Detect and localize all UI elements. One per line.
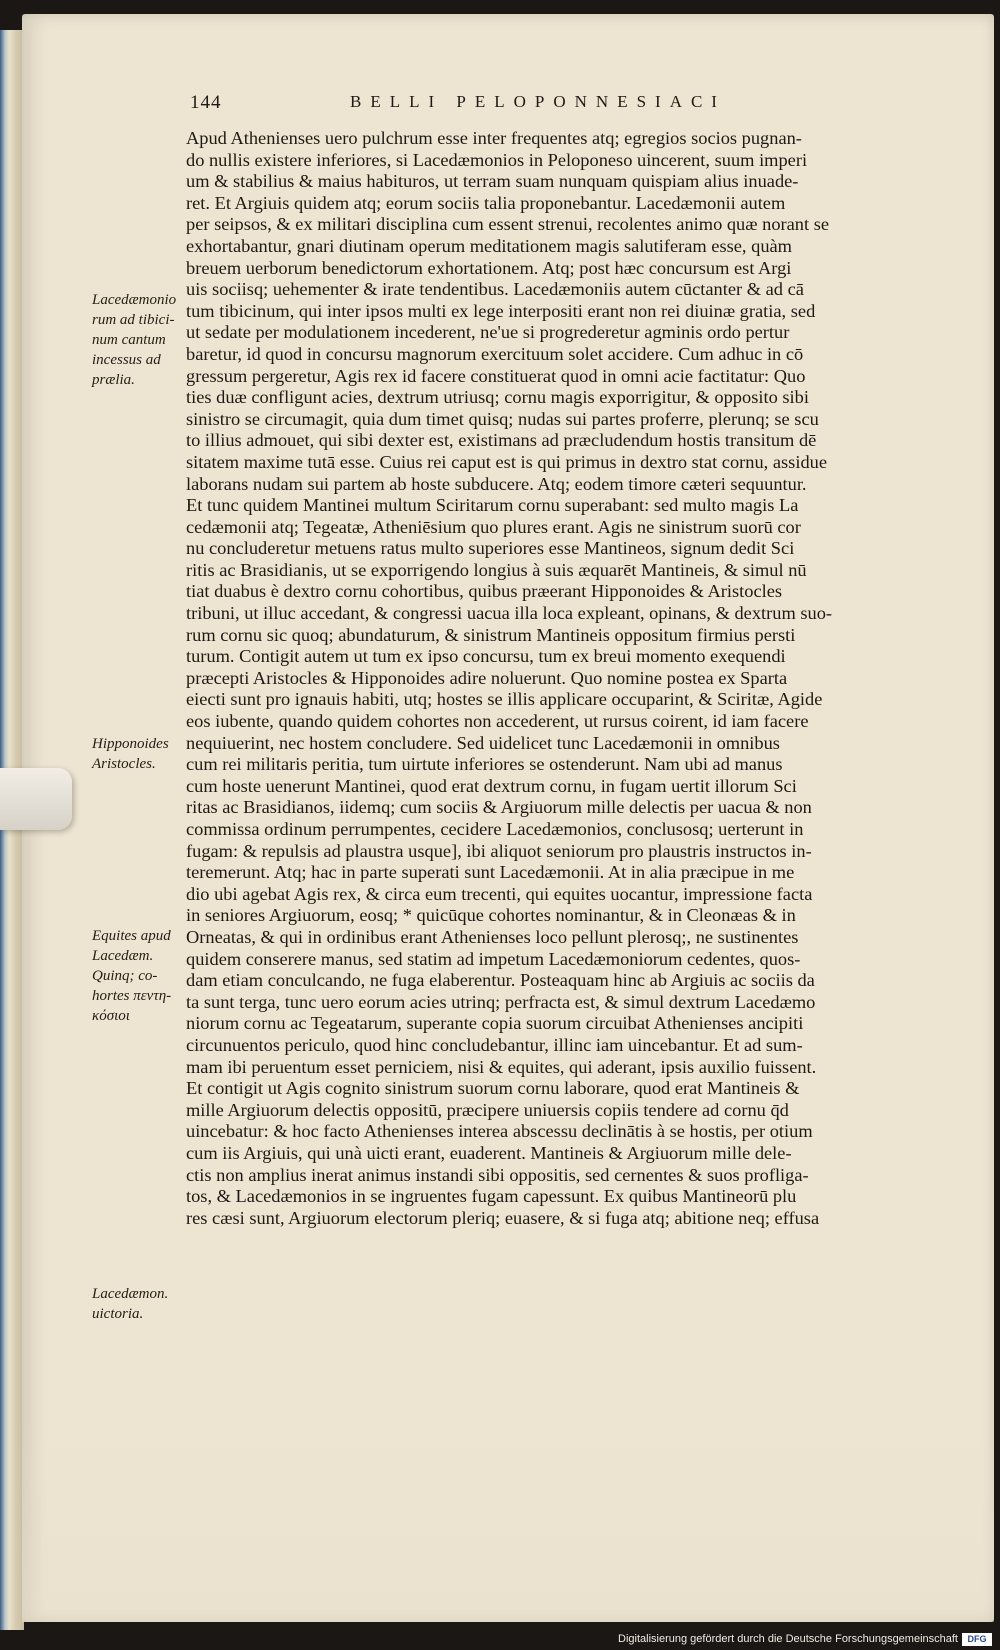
marginal-line: Equites apud	[92, 928, 171, 944]
marginal-line: incessus ad	[92, 352, 161, 368]
text-line: tiat duabus è dextro cornu cohortibus, quibus præerant Hipponoides & Aristocles	[186, 581, 783, 602]
text-line: dio ubi agebat Agis rex, & circa eum trecenti, qui equites uocantur, impressione facta	[186, 883, 813, 904]
text-line: Apud Athenienses uero pulchrum esse inter frequentes atq; egregios socios pugnan-	[186, 128, 802, 148]
text-line: eos iubente, quando quidem cohortes non accederent, ut rursus coirent, id iam facere	[186, 711, 809, 732]
marginal-line: Quinq; co-	[92, 968, 158, 984]
text-line: tribuni, ut illuc accedant, & congressi uacua illa loca expleant, opinans, & dextrum suo-	[186, 603, 833, 624]
marginal-line: hortes πεντη-	[92, 988, 172, 1004]
text-line: tum tibicinum, qui inter ipsos multi ex lege interpositi erant non rei diuinæ gratia, sed	[186, 300, 816, 321]
text-line: niorum cornu ac Tegeatarum, superante copia suorum circuibat Athenienses ancipiti	[186, 1013, 804, 1034]
marginal-note-hipponoides	[92, 734, 184, 774]
main-text-block	[186, 128, 966, 1229]
text-line: in seniores Argiuorum, eosq; * quicūque cohortes nominantur, & in Cleonæas & in	[186, 905, 796, 926]
text-line: turum. Contigit autem ut tum ex ipso concursu, tum ex breui momento exequendi	[186, 646, 786, 667]
text-line: tos, & Lacedæmonios in se ingruentes fugam capessunt. Ex quibus Mantineorū plu	[186, 1186, 797, 1207]
text-line: cedæmonii atq; Tegeatæ, Atheniēsium quo plures erant. Agis ne sinistrum suorū cor	[186, 516, 801, 537]
text-line: um & stabilius & maius habituros, ut terram suam nunquam quispiam alius inuade-	[186, 171, 799, 192]
text-line: ties duæ confligunt acies, dextrum utriusq; cornu magis exporrigitur, & opposito sibi	[186, 387, 809, 408]
text-line: uincebatur: & hoc facto Athenienses interea abscessu declinātis à se hostis, per otium	[186, 1121, 813, 1142]
text-line: Orneatas, & qui in ordinibus erant Athenienses loco pellunt plerosq;, ne sustinentes	[186, 926, 799, 947]
text-line: eiecti sunt pro ignauis habiti, utq; hostes se illis applicare occuparint, & Sciritæ, Agide	[186, 689, 823, 710]
text-line: nu concluderetur metuens ratus multo superiores esse Mantineos, signum dedit Sci	[186, 538, 795, 559]
text-line: cum iis Argiuis, qui unà uicti erant, euaderent. Mantineis & Argiuorum mille dele-	[186, 1142, 792, 1163]
marginal-line: Lacedæmonio	[92, 292, 177, 308]
text-line: Et contigit ut Agis cognito sinistrum suorum cornu laborare, quod erat Mantineis &	[186, 1078, 800, 1099]
text-line: to illius admouet, qui sibi dexter est, existimans ad præcludendum hostis transitum dē	[186, 430, 817, 451]
text-line: do nullis existere inferiores, si Lacedæmonios in Peloponeso uincerent, suum imperi	[186, 149, 808, 170]
text-line: quidem conserere manus, sed statim ad impetum Lacedæmoniorum cedentes, quos-	[186, 948, 801, 969]
marginal-line: prælia.	[92, 372, 135, 388]
text-line: laborans nudam sui partem ab hoste subducere. Atq; eodem timore cæteri sequuntur.	[186, 473, 807, 494]
text-line: nequiuerint, nec hostem concludere. Sed uidelicet tunc Lacedæmonii in omnibus	[186, 732, 780, 753]
text-line: ritis ac Brasidianis, ut se exporrigendo longius à suis æquarēt Mantineis, & simul nū	[186, 559, 807, 580]
text-line: exhortabantur, gnari diutinam operum meditationem magis salutiferam esse, quàm	[186, 235, 792, 256]
text-line: præcepti Aristocles & Hipponoides adire noluerunt. Quo nomine postea ex Sparta	[186, 667, 788, 688]
page-header	[190, 92, 990, 122]
page-number: 144	[190, 92, 222, 113]
text-line: cum rei militaris peritia, tum uirtute inferiores se ostenderunt. Nam ubi ad manus	[186, 754, 783, 775]
marginal-line: Lacedæm.	[92, 948, 154, 964]
digitization-credit: Digitalisierung gefördert durch die Deutsche Forschungsgemeinschaft	[618, 1633, 958, 1645]
text-line: dam etiam conculcando, ne fuga elaberentur. Posteaquam hinc ab Argiuis ac sociis da	[186, 970, 815, 991]
text-line: ritas ac Brasidianos, iidemq; cum sociis & Argiuorum mille delectis per uacua & non	[186, 797, 812, 818]
text-line: res cæsi sunt, Argiuorum electorum pleriq; euasere, & si fuga atq; abitione neq; effusa	[186, 1207, 820, 1228]
text-line: per seipsos, & ex militari disciplina cum essent strenui, recolentes animo quæ norant se	[186, 214, 830, 235]
marginal-note-lacedaemoniorum	[92, 290, 184, 390]
marginal-line: κόσιοι	[92, 1008, 130, 1024]
text-line: circunuentos periculo, quod hinc concludebantur, illinc iam uincebantur. Et ad sum-	[186, 1034, 803, 1055]
page-blank-area	[22, 1420, 994, 1622]
text-line: fugam: & repulsis ad plaustra usque], ibi aliquot seniorum pro plaustris instructos in-	[186, 840, 812, 861]
text-line: sinistro se circumagit, quia dum timet quisq; nudas sui partes proferre, plerunq; se scu	[186, 408, 819, 429]
page-clip	[0, 768, 72, 830]
marginal-line: num cantum	[92, 332, 166, 348]
book-page-edges	[0, 30, 24, 1630]
text-line: gressum pergeretur, Agis rex id facere constituerat quod in omni acie factitatur: Quo	[186, 365, 806, 386]
text-line: commissa ordinum perrumpentes, cecidere Lacedæmonios, conclusosq; uerterunt in	[186, 819, 804, 839]
text-line: ut sedate per modulationem incederent, ne'ue si progrederetur agminis ordo pertur	[186, 322, 790, 343]
text-line: breuem uerborum benedictorum exhortationem. Atq; post hæc concursum est Argi	[186, 257, 792, 278]
dfg-logo: DFG	[962, 1633, 992, 1646]
text-line: rum cornu sic quoq; abundaturum, & sinistrum Mantineis oppositum firmius persti	[186, 624, 796, 645]
marginal-line: rum ad tibici-	[92, 312, 175, 328]
text-line: cum hoste uenerunt Mantinei, quod erat dextrum cornu, in fugam uertit illorum Sci	[186, 775, 797, 796]
marginal-line: Lacedæmon.	[92, 1286, 169, 1302]
text-line: sitatem maxime tutā esse. Cuius rei caput est is qui primus in dextro stat cornu, assidue	[186, 451, 827, 472]
text-line: Et tunc quidem Mantinei multum Sciritarum cornu superabant: sed multo magis La	[186, 495, 799, 516]
marginal-note-equites	[92, 926, 184, 1026]
marginal-note-victoria	[92, 1284, 184, 1324]
marginal-line: uictoria.	[92, 1306, 144, 1322]
text-line: ctis non amplius inerat animus instandi sibi oppositis, sed cernentes & suos profliga-	[186, 1164, 809, 1185]
marginal-line: Aristocles.	[92, 756, 156, 772]
text-line: baretur, id quod in concursu magnorum exercituum solet accidere. Cum adhuc in cō	[186, 343, 804, 364]
running-title: BELLI PELOPONNESIACI	[350, 92, 726, 111]
text-line: ta sunt terga, tunc uero eorum acies utrinq; perfracta est, & simul dextrum Lacedæmo	[186, 991, 816, 1012]
text-line: teremerunt. Atq; hac in parte superati sunt Lacedæmonii. At in alia præcipue in me	[186, 862, 795, 883]
marginal-line: Hipponoides	[92, 736, 169, 752]
text-line: mille Argiuorum delectis oppositū, præcipere uniuersis copiis tendere ad cornu q̄d	[186, 1099, 789, 1120]
text-line: mam ibi peruentum esset perniciem, nisi & equites, qui aderant, ipsis auxilio fuissent.	[186, 1056, 817, 1077]
text-line: ret. Et Argiuis quidem atq; eorum sociis talia proponebantur. Lacedæmonii autem	[186, 192, 786, 213]
text-line: uis sociisq; uehementer & irate tendentibus. Lacedæmoniis autem cūctanter & ad cā	[186, 279, 804, 300]
